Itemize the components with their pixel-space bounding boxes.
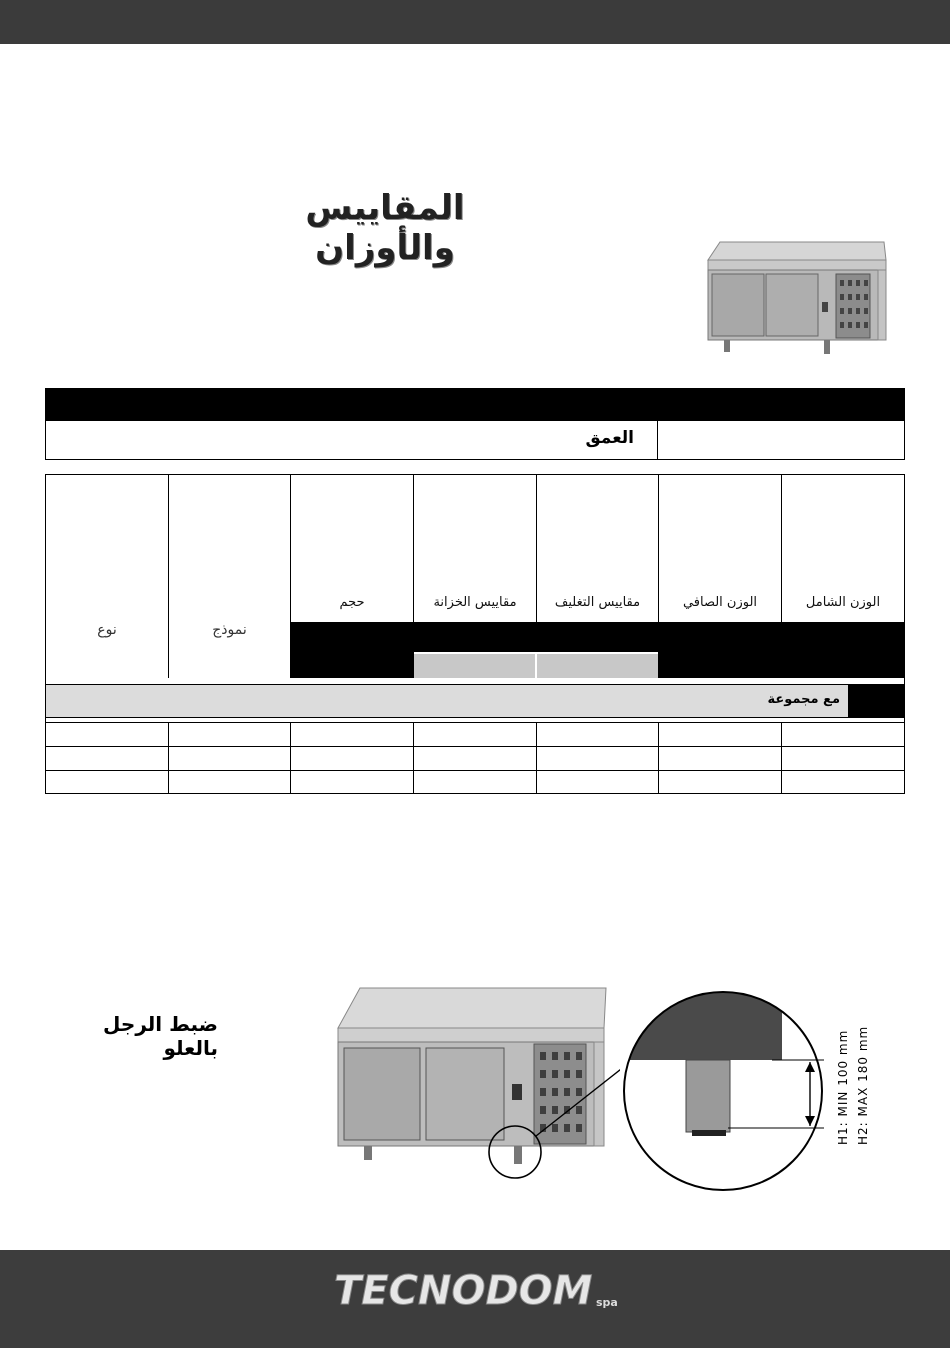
- col-divider: [168, 722, 169, 794]
- product-photo: [330, 984, 620, 1184]
- col-divider: [413, 722, 414, 794]
- row-divider: [45, 746, 905, 747]
- leg-zoom-detail: [622, 990, 824, 1192]
- row-divider: [45, 722, 905, 723]
- leg-adjustment-title: ضبط الرجل بالعلو: [103, 1012, 218, 1060]
- depth-row: [45, 421, 905, 460]
- dims-unit-cell: [414, 622, 658, 652]
- table-border-bottom: [45, 793, 905, 794]
- dims-sub-cell: [537, 654, 658, 678]
- weight-unit-cell: [659, 622, 904, 678]
- col-header-net-weight: الوزن الصافي: [682, 595, 758, 610]
- group-label: مع مجموعة: [767, 692, 840, 707]
- col-header-gross-weight: الوزن الشامل: [805, 595, 881, 610]
- row-divider: [45, 770, 905, 771]
- table-header-bar: [45, 388, 905, 421]
- col-divider: [168, 474, 169, 678]
- page-title: المقاييس والأوزان: [305, 188, 465, 268]
- leg-height-labels: [836, 1020, 876, 1150]
- depth-row-divider: [657, 421, 658, 459]
- col-header-type: نوع: [97, 622, 117, 638]
- col-divider: [536, 722, 537, 794]
- top-bar: [0, 0, 950, 44]
- volume-unit-cell: [291, 622, 413, 678]
- dims-sub-cell: [414, 654, 535, 678]
- col-header-model: نموذج: [212, 622, 247, 638]
- specification-table: [45, 474, 905, 794]
- depth-label: العمق: [585, 428, 634, 448]
- h1-label: H1: MIN 100 mm: [836, 1029, 850, 1145]
- group-row: [46, 684, 904, 718]
- col-header-cabinet-dims: مقاييس الخزانة: [433, 595, 517, 610]
- group-row-marker: [848, 685, 904, 717]
- col-header-volume: حجم: [339, 595, 365, 610]
- product-thumbnail-image: [698, 238, 894, 358]
- col-divider: [781, 722, 782, 794]
- svg-text:TECNODOM: TECNODOM: [334, 1268, 593, 1314]
- col-header-packaging-dims: مقاييس التغليف: [554, 595, 641, 610]
- table-border-top: [45, 474, 905, 475]
- h2-label: H2: MAX 180 mm: [856, 1025, 870, 1145]
- tecnodom-logo: [330, 1266, 630, 1322]
- col-divider: [290, 722, 291, 794]
- col-divider: [658, 722, 659, 794]
- svg-text:spa: spa: [596, 1296, 618, 1309]
